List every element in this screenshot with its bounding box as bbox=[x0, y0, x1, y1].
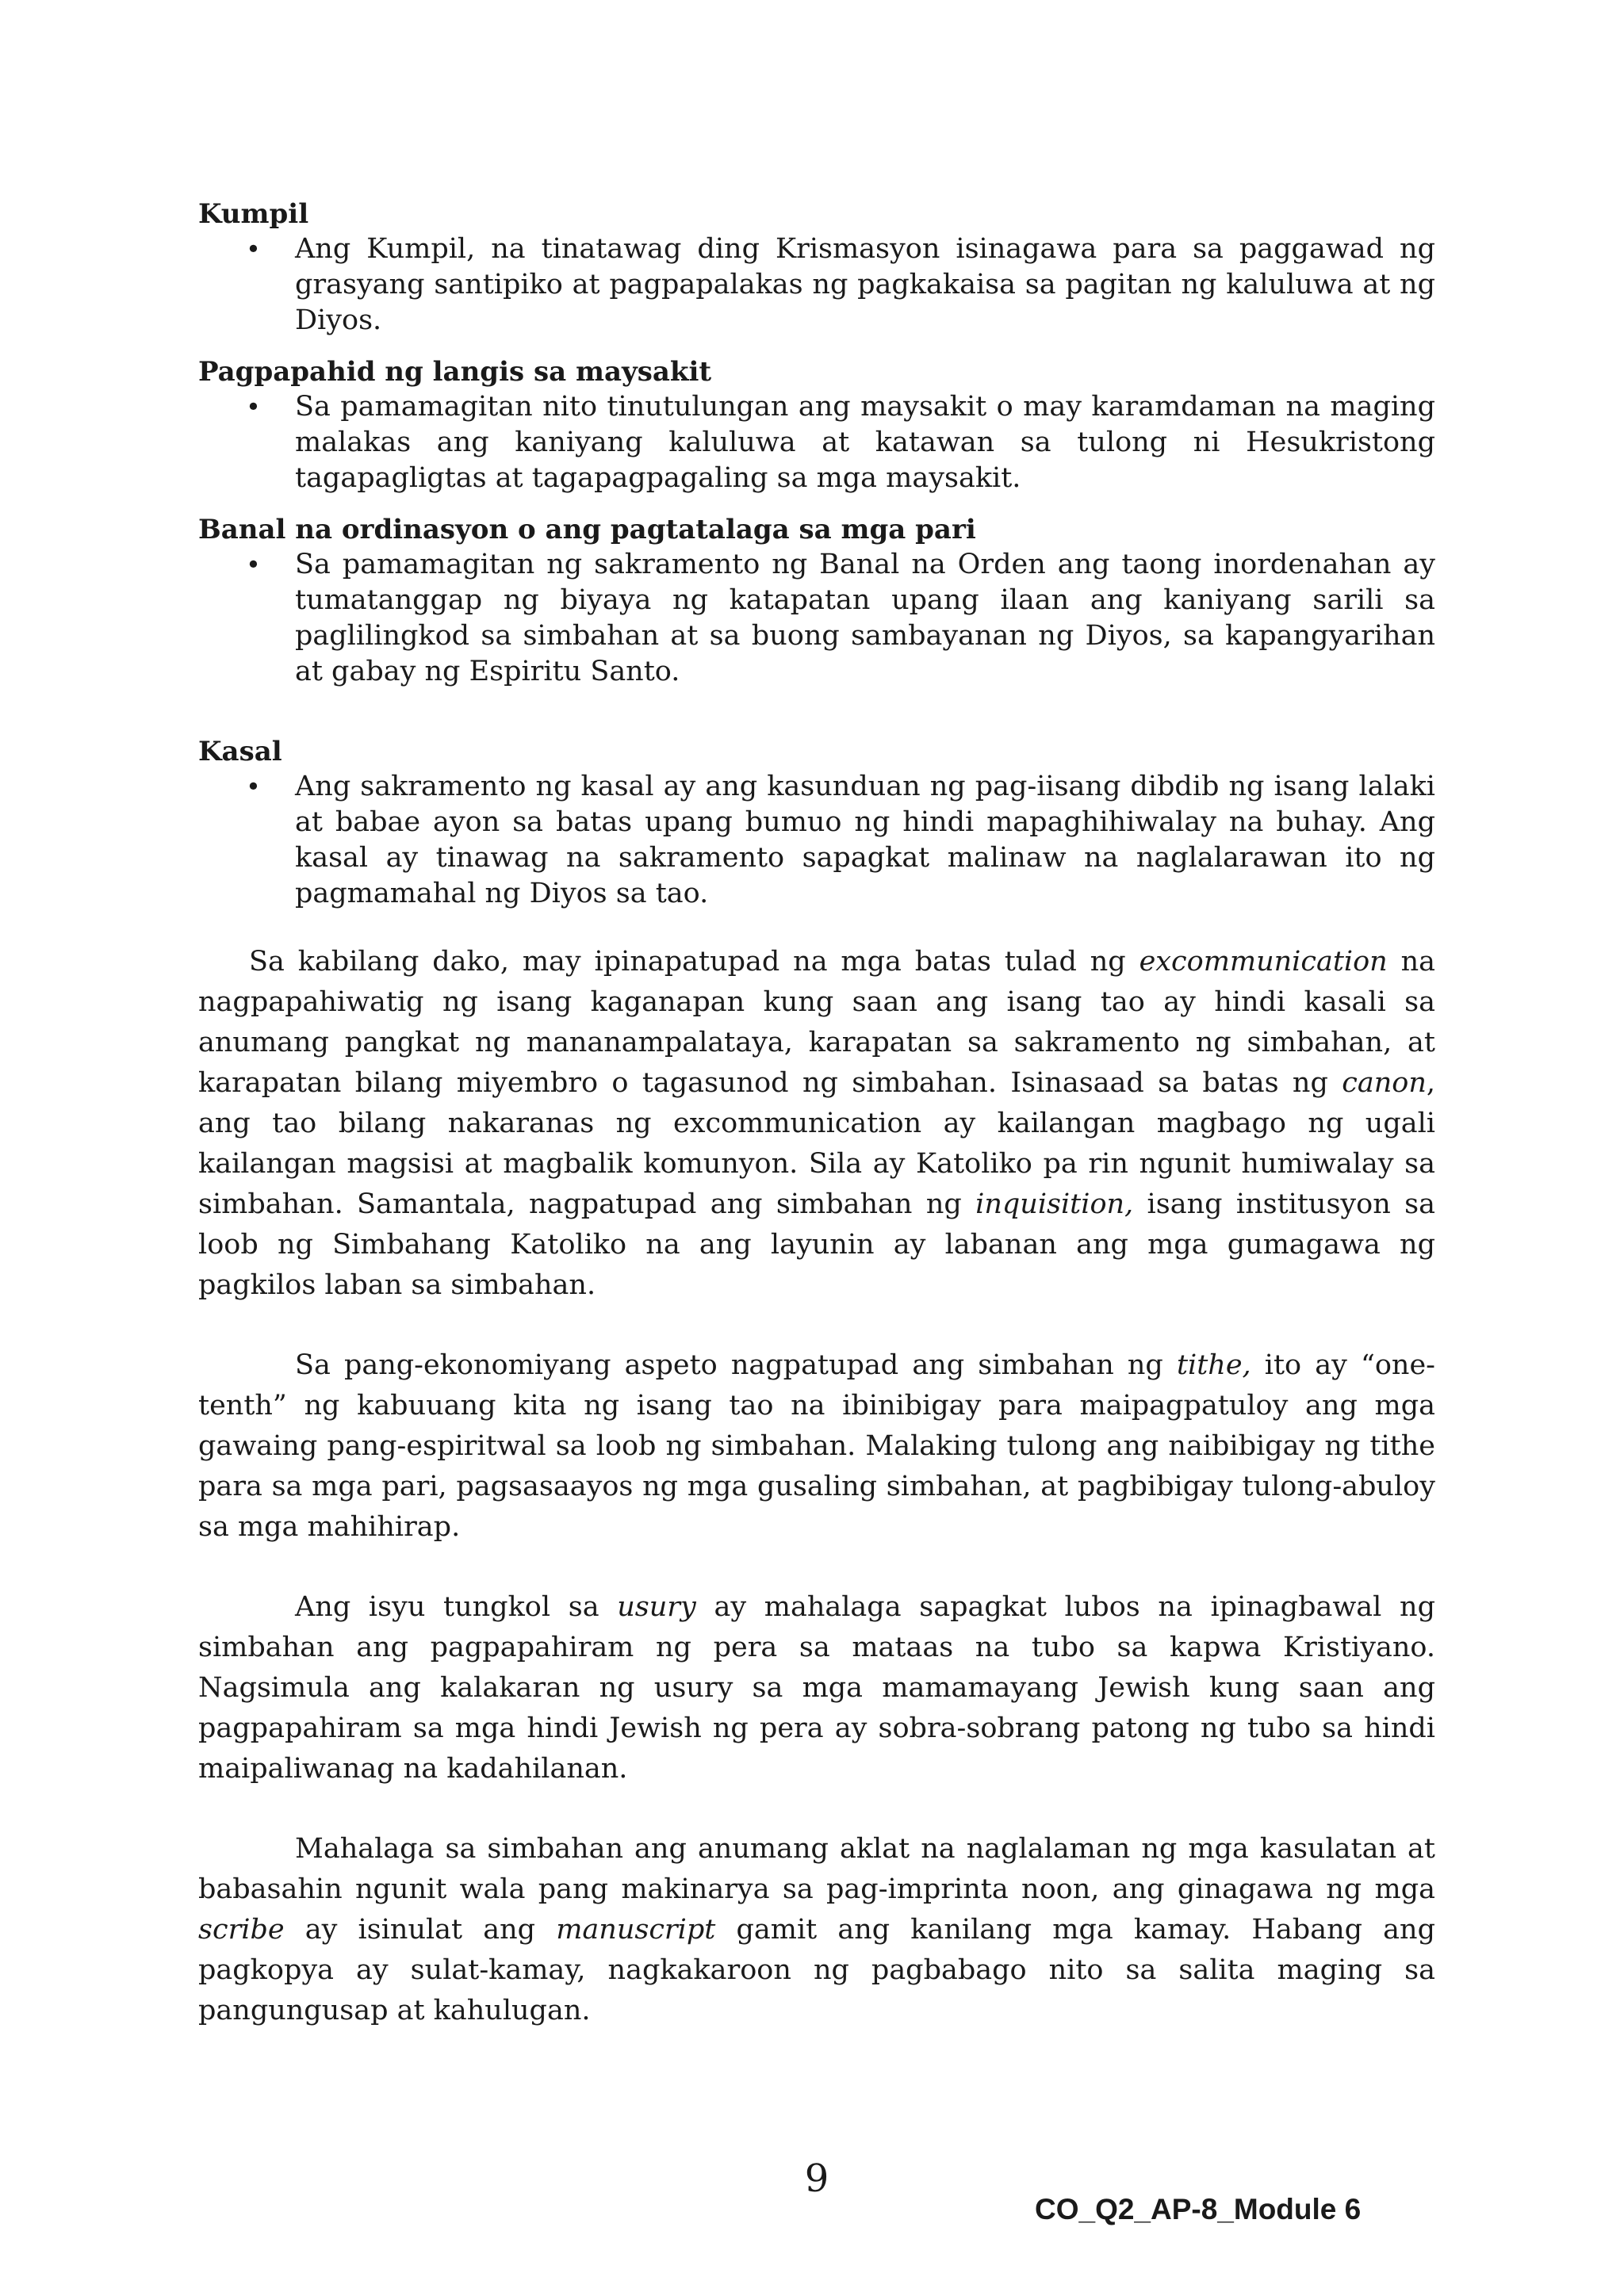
page-number: 9 bbox=[804, 2156, 829, 2201]
list-item bbox=[198, 389, 1435, 496]
term-canon: canon bbox=[1342, 1067, 1427, 1099]
bullet-list bbox=[198, 769, 1435, 912]
list-item bbox=[198, 232, 1435, 339]
paragraph-manuscript bbox=[198, 1829, 1435, 2031]
text-run: ay isinulat ang bbox=[284, 1914, 557, 1946]
bullet-icon: • bbox=[246, 392, 261, 422]
section-heading: Banal na ordinasyon o ang pagtatalaga sa mga pari bbox=[198, 514, 976, 545]
bullet-text: Sa pamamagitan ng sakramento ng Banal na Orden ang taong inordenahan ay tumatanggap ng biyaya ng katapatan upang ilaan ang kaniyang sarili sa paglilingkod sa simbahan at sa buong sambayanan ng Diyos, sa kapangyarihan at gabay ng Espiritu Santo. bbox=[295, 549, 1435, 687]
bullet-icon: • bbox=[246, 771, 261, 802]
section-kumpil bbox=[198, 197, 1435, 339]
section-heading: Pagpapahid ng langis sa maysakit bbox=[198, 356, 712, 388]
text-run: ay mahalaga sapagkat lubos na ipinagbawal ng simbahan ang pagpapahiram ng pera sa mataas na tubo sa kapwa Kristiyano. Nagsimula ang kalakaran ng usury sa mga mamamayang Jewish kung saan ang pagpapahiram sa mga hindi Jewish ng pera ay sobra-sobrang patong ng tubo sa hindi maipaliwanag na kadahilanan. bbox=[198, 1591, 1435, 1785]
text-run: Sa kabilang dako, may ipinapatupad na mga batas tulad ng bbox=[249, 946, 1139, 978]
text-run: Sa pang-ekonomiyang aspeto nagpatupad ang simbahan ng bbox=[295, 1349, 1177, 1381]
text-run: na nagpapahiwatig ng isang kaganapan kung saan ang isang tao ay hindi kasali sa anumang pangkat ng mananampalataya, karapatan sa sakramento ng simbahan, at karapatan bilang miyembro o tagasunod ng simbahan. Isinasaad sa batas ng bbox=[198, 946, 1435, 1099]
bullet-text: Ang Kumpil, na tinatawag ding Krismasyon isinagawa para sa paggawad ng grasyang santipiko at pagpapalakas ng pagkakaisa sa pagitan ng kaluluwa at ng Diyos. bbox=[295, 233, 1435, 336]
term-tithe: tithe, bbox=[1176, 1349, 1251, 1381]
page-body bbox=[198, 197, 1435, 2031]
bullet-list bbox=[198, 232, 1435, 339]
text-run: , ang tao bilang nakaranas ng excommunication ay kailangan magbago ng ugali kailangan magsisi at magbalik komunyon. Sila ay Katoliko pa rin ngunit humiwalay sa simbahan. Samantala, nagpatupad ang simbahan ng bbox=[198, 1067, 1435, 1220]
list-item bbox=[198, 769, 1435, 912]
text-run: Mahalaga sa simbahan ang anumang aklat na naglalaman ng mga kasulatan at babasahin ngunit wala pang makinarya sa pag-imprinta noon, ang ginagawa ng mga bbox=[198, 1833, 1435, 1905]
text-run: Ang isyu tungkol sa bbox=[295, 1591, 618, 1623]
term-usury: usury bbox=[617, 1591, 696, 1623]
bullet-icon: • bbox=[246, 234, 261, 264]
module-code: CO_Q2_AP-8_Module 6 bbox=[1035, 2193, 1362, 2225]
paragraph-tithe bbox=[198, 1345, 1435, 1548]
term-inquisition: inquisition, bbox=[975, 1188, 1134, 1220]
section-pagpapahid bbox=[198, 354, 1435, 496]
text-run: isang institusyon sa loob ng Simbahang Katoliko na ang layunin ay labanan ang mga gumagawa ng pagkilos laban sa simbahan. bbox=[198, 1188, 1435, 1301]
bullet-icon: • bbox=[246, 549, 261, 580]
section-kasal bbox=[198, 734, 1435, 912]
bullet-text: Sa pamamagitan nito tinutulungan ang maysakit o may karamdaman na maging malakas ang kaniyang kaluluwa at katawan sa tulong ni Hesukristong tagapagligtas at tagapagpagaling sa mga maysakit. bbox=[295, 391, 1435, 494]
term-excommunication: excommunication bbox=[1139, 946, 1388, 978]
bullet-text: Ang sakramento ng kasal ay ang kasunduan ng pag-iisang dibdib ng isang lalaki at babae ayon sa batas upang bumuo ng hindi mapaghihiwalay na buhay. Ang kasal ay tinawag na sakramento sapagkat malinaw na naglalarawan ito ng pagmamahal ng Diyos sa tao. bbox=[295, 771, 1435, 909]
paragraph-excommunication bbox=[198, 942, 1435, 1306]
term-scribe: scribe bbox=[198, 1914, 285, 1946]
list-item bbox=[198, 547, 1435, 690]
bullet-list bbox=[198, 389, 1435, 496]
section-heading: Kasal bbox=[198, 736, 282, 767]
text-run: ito ay “one-tenth” ng kabuuang kita ng isang tao na ibinibigay para maipagpatuloy ang mga gawaing pang-espiritwal sa loob ng simbahan. Malaking tulong ang naibibigay ng tithe para sa mga pari, pagsasaayos ng mga gusaling simbahan, at pagbibigay tulong-abuloy sa mga mahihirap. bbox=[198, 1349, 1435, 1543]
section-ordinasyon bbox=[198, 512, 1435, 690]
text-run: gamit ang kanilang mga kamay. Habang ang pagkopya ay sulat-kamay, nagkakaroon ng pagbabago nito sa salita maging sa pangungusap at kahulugan. bbox=[198, 1914, 1435, 2026]
term-manuscript: manuscript bbox=[556, 1914, 716, 1946]
section-heading: Kumpil bbox=[198, 198, 309, 230]
paragraph-usury bbox=[198, 1587, 1435, 1789]
bullet-list bbox=[198, 547, 1435, 690]
